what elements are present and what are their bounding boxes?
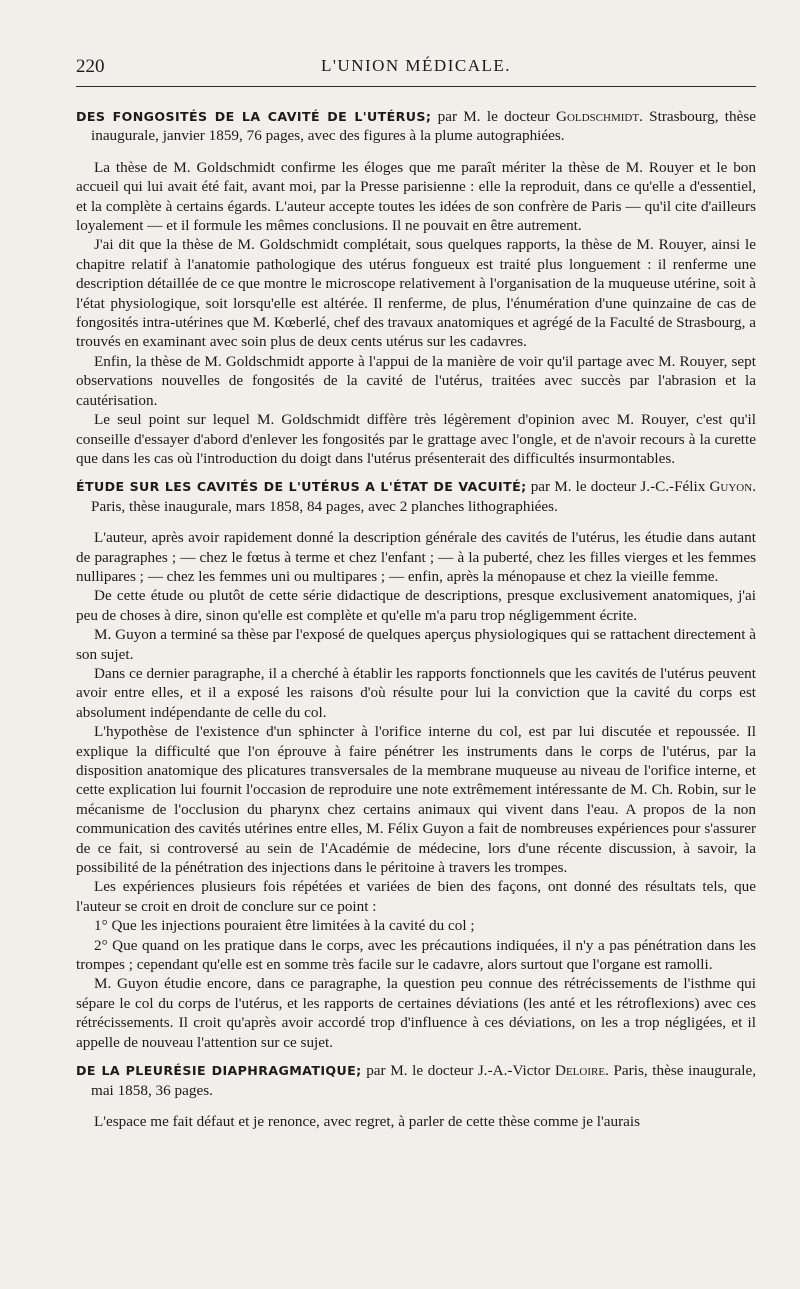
paragraph: L'espace me fait défaut et je renonce, avec regret, à parler de cette thèse comme je l'aurais — [94, 1112, 641, 1130]
entry-author: Guyon — [709, 478, 753, 496]
entry-heading — [76, 1061, 756, 1100]
entry-byline: par M. le docteur — [431, 108, 556, 125]
entry-title: DES FONGOSITÉS DE LA CAVITÉ DE L'UTÉRUS; — [76, 109, 432, 124]
paragraph: L'auteur, après avoir rapidement donné la description générale des cavités de l'utérus, les étudie dans autant de paragraphes ; — chez le fœtus à terme et chez l'enfant ; — à la puberté, chez les filles vierges et les femmes nullipares ; — chez les femmes uni ou multipares ; — enfin, après la ménopause et chez la vieille femme. — [76, 529, 756, 585]
paragraph: De cette étude ou plutôt de cette série didactique de descriptions, presque exclusivement anatomiques, j'ai peu de choses à dire, sinon qu'elle est complète et qu'elle m'a paru trop négligemment écrite. — [76, 587, 756, 624]
entry-author: Deloire — [554, 1062, 606, 1080]
paragraph: J'ai dit que la thèse de M. Goldschmidt complétait, sous quelques rapports, la thèse de M. Rouyer, ainsi le chapitre relatif à l'anatomie pathologique des utérus fongueux est traité plus longuement : il renferme une description détaillée de ce que montre le microscope relativement à l'organisation de la muqueuse utérine, soit à l'état physiologique, soit lorsqu'elle est altérée. Il renferme, de plus, l'énumération d'une quinzaine de cas de fongosités intra-utérines que M. Kœberlé, chef des travaux anatomiques et agrégé de la Faculté de Strasbourg, a trouvés en examinant avec soin plus de deux cents utérus sur les cadavres. — [76, 236, 756, 351]
page-header — [76, 52, 756, 87]
entry-byline-rest: . Paris, thèse inaugurale, mai 1858, 36 pages. — [91, 1062, 756, 1099]
paragraph: L'hypothèse de l'existence d'un sphincter à l'orifice interne du col, est par lui discutée et repoussée. Il explique la difficulté que l'on éprouve à faire pénétrer les instruments dans le corps de l'utérus, par la disposition anatomique des plicatures transversales de la membrane muqueuse au niveau de l'orifice interne, et cette explication lui fournit l'occasion de reproduire une note extrêmement intéressante de M. Ch. Robin, sur le mécanisme de l'occlusion du pharynx chez certains animaux qui vivent dans l'eau. A propos de la non communication des cavités utérines entre elles, M. Félix Guyon a fait de nombreuses expériences pour s'assurer de ce fait, si controversé au sein de l'Académie de médecine, lors d'une récente discussion, à savoir, la possibilité de la pénétration des injections dans le péritoine à travers les trompes. — [76, 723, 756, 877]
entry-byline: par M. le docteur J.-A.-Victor — [361, 1062, 555, 1080]
paragraph: M. Guyon a terminé sa thèse par l'exposé de quelques aperçus physiologiques qui se rattachent directement à son sujet. — [76, 626, 756, 663]
list-item: 2° Que quand on les pratique dans le corps, avec les précautions indiquées, il n'y a pas pénétration dans les trompes ; cependant qu'elle est en somme très facile sur le cadavre, alors surtout que l'organe est ramolli. — [76, 936, 756, 974]
entry-byline: par M. le docteur J.-C.-Félix — [526, 478, 710, 496]
entry-heading — [76, 477, 756, 516]
entry-byline-rest: . Paris, thèse inaugurale, mars 1858, 84 pages, avec 2 planches lithographiées. — [91, 478, 756, 515]
paragraph: Le seul point sur lequel M. Goldschmidt diffère très légèrement d'opinion avec M. Rouyer, c'est qu'il conseille d'essayer d'abord d'enlever les fongosités par le grattage avec l'ongle, et de n'avoir recours à la curette que dans les cas où l'introduction du doigt dans l'utérus présenterait des difficultés insurmontables. — [76, 411, 756, 467]
paragraph: La thèse de M. Goldschmidt confirme les éloges que me paraît mériter la thèse de M. Rouyer et le bon accueil qui lui avait été fait, avant moi, par la Presse parisienne : elle la reproduit, dans ce qu'elle a d'essentiel, et la complète à certains égards. L'auteur accepte toutes les idées de son confrère de Paris — qu'il cite d'ailleurs loyalement — et il formule les mêmes conclusions. Il ne pouvait en être autrement. — [76, 158, 756, 235]
entry-title: ÉTUDE SUR LES CAVITÉS DE L'UTÉRUS A L'ÉTAT DE VACUITÉ; — [76, 479, 527, 495]
paragraph: Enfin, la thèse de M. Goldschmidt apporte à l'appui de la manière de voir qu'il partage avec M. Rouyer, sept observations nouvelles de fongosités de la cavité de l'utérus, traitées avec succès par l'abrasion et la cautérisation. — [76, 352, 756, 409]
entry-heading — [76, 107, 756, 146]
page-number: 220 — [76, 56, 105, 77]
paragraph: M. Guyon étudie encore, dans ce paragraphe, la question peu connue des rétrécissements de l'isthme qui sépare le col du corps de l'utérus, et les rapports de certaines déviations (les anté et les rétroflexions) avec ces rétrécissements. Il croit qu'après avoir accordé trop d'influence à ces déviations, on les a trop négligées, et il appelle de nouveau l'attention sur ce sujet. — [76, 975, 756, 1051]
paragraph: Dans ce dernier paragraphe, il a cherché à établir les rapports fonctionnels que les cavités de l'utérus peuvent avoir entre elles, et il a exposé les raisons d'où résulte pour lui la conviction que la cavité du corps est absolument indépendante de celle du col. — [76, 664, 756, 721]
entry-byline-rest: . Strasbourg, thèse inaugurale, janvier 1859, 76 pages, avec des figures à la plume autographiées. — [91, 108, 756, 145]
paragraph: Les expériences plusieurs fois répétées et variées de bien des façons, ont donné des résultats tels, que l'auteur se croit en droit de conclure sur ce point : — [76, 878, 756, 915]
entry-author: Goldschmidt — [555, 108, 640, 125]
running-title: L'UNION MÉDICALE. — [320, 56, 512, 75]
entry-title: DE LA PLEURÉSIE DIAPHRAGMATIQUE; — [76, 1063, 362, 1079]
article-body — [76, 107, 756, 1131]
list-item: 1° Que les injections pouraient être limitées à la cavité du col ; — [94, 917, 475, 935]
